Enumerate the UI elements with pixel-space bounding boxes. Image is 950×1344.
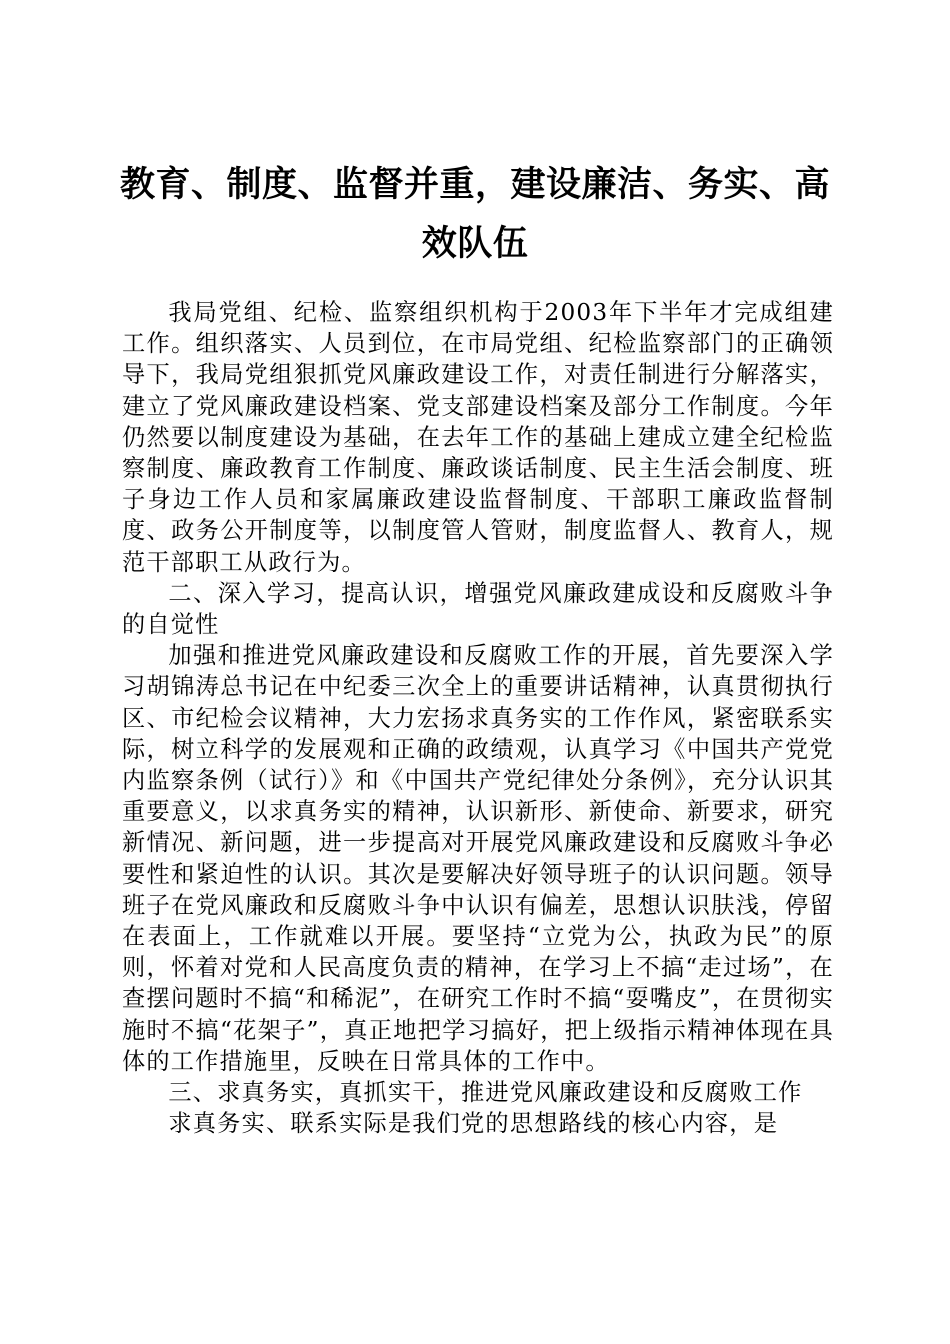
paragraph-section-3: 求真务实、联系实际是我们党的思想路线的核心内容，是	[168, 1110, 779, 1138]
section-heading-2: 二、深入学习，提高认识，增强党风廉政建成设和反腐败斗争的自觉性	[122, 579, 834, 639]
paragraph-intro: 我局党组、纪检、监察组织机构于2003年下半年才完成组建工作。组织落实、人员到位，在市局党组、纪检监察部门的正确领导下，我局党组狠抓党风廉政建设工作，对责任制进行分解落实，建立了党风廉政建设档案、党支部建设档案及部分工作制度。今年仍然要以制度建设为基础，在去年工作的基础上建成立建全纪检监察制度、廉政教育工作制度、廉政谈话制度、民主生活会制度、班子身边工作人员和家属廉政建设监督制度、干部职工廉政监督制度、政务公开制度等，以制度管人管财，制度监督人、教育人，规范干部职工从政行为。	[122, 299, 834, 576]
document-title: 教育、制度、监督并重，建设廉洁、务实、高效队伍	[119, 164, 830, 264]
section-heading-3: 三、求真务实，真抓实干，推进党风廉政建设和反腐败工作	[168, 1079, 803, 1107]
paragraph-section-2: 加强和推进党风廉政建设和反腐败工作的开展，首先要深入学习胡锦涛总书记在中纪委三次全上的重要讲话精神，认真贯彻执行区、市纪检会议精神，大力宏扬求真务实的工作作风，紧密联系实际，树立科学的发展观和正确的政绩观，认真学习《中国共产党党内监察条例（试行）》和《中国共产党纪律处分条例》，充分认识其重要意义，以求真务实的精神，认识新形、新使命、新要求，研究新情况、新问题，进一步提高对开展党风廉政建设和反腐败斗争必要性和紧迫性的认识。其次是要解决好领导班子的认识问题。领导班子在党风廉政和反腐败斗争中认识有偏差，思想认识肤浅，停留在表面上，工作就难以开展。要坚持“立党为公，执政为民”的原则，怀着对党和人民高度负责的精神，在学习上不搞“走过场”，在查摆问题时不搞“和稀泥”，在研究工作时不搞“耍嘴皮”，在贯彻实施时不搞“花架子”，真正地把学习搞好，把上级指示精神体现在具体的工作措施里，反映在日常具体的工作中。	[122, 642, 834, 1075]
document-body	[122, 297, 834, 1139]
